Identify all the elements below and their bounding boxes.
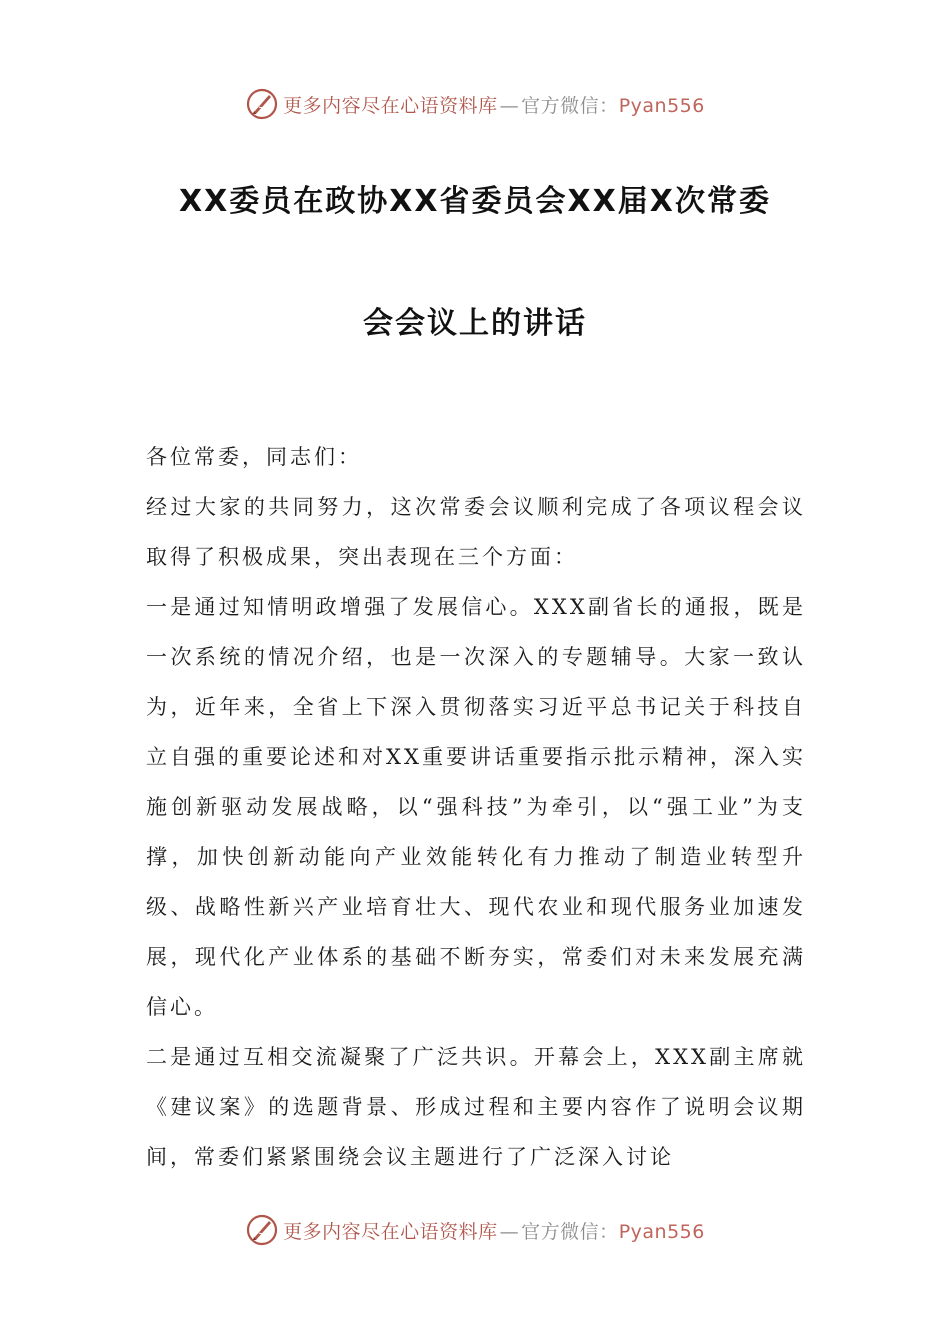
watermark-separator: — xyxy=(499,1220,520,1243)
watermark-wechat-id: Pyan556 xyxy=(618,94,705,117)
watermark-text xyxy=(283,91,705,118)
salutation: 各位常委，同志们： xyxy=(146,445,362,469)
header-watermark xyxy=(0,84,950,124)
paragraph-intro: 经过大家的共同努力，这次常委会议顺利完成了各项议程会议取得了积极成果，突出表现在三个方面： xyxy=(146,495,806,569)
watermark-official-label: 官方微信： xyxy=(521,94,619,117)
watermark-separator: — xyxy=(499,94,520,117)
document-body xyxy=(146,432,806,1182)
quill-logo-icon xyxy=(245,87,279,121)
paragraph-point-two: 二是通过互相交流凝聚了广泛共识。开幕会上，XXX副主席就《建议案》的选题背景、形成过程和主要内容作了说明会议期间，常委们紧紧围绕会议主题进行了广泛深入讨论 xyxy=(146,1045,806,1169)
document-title-line-2: 会会议上的讲话 xyxy=(363,306,587,341)
document-title-line-1: XX委员在政协XX省委员会XX届X次常委 xyxy=(179,184,771,219)
watermark-text xyxy=(283,1217,705,1244)
watermark-brand: 更多内容尽在心语资料库 xyxy=(283,1220,498,1243)
watermark-wechat-id: Pyan556 xyxy=(618,1220,705,1243)
watermark-brand: 更多内容尽在心语资料库 xyxy=(283,94,498,117)
footer-watermark xyxy=(0,1210,950,1250)
paragraph-point-one: 一是通过知情明政增强了发展信心。XXX副省长的通报，既是一次系统的情况介绍，也是一次深入的专题辅导。大家一致认为，近年来，全省上下深入贯彻落实习近平总书记关于科技自立自强的重要论述和对XX重要讲话重要指示批示精神，深入实施创新驱动发展战略，以“强科技”为牵引，以“强工业”为支撑，加快创新动能向产业效能转化有力推动了制造业转型升级、战略性新兴产业培育壮大、现代农业和现代服务业加速发展，现代化产业体系的基础不断夯实，常委们对未来发展充满信心。 xyxy=(146,595,806,1019)
watermark-official-label: 官方微信： xyxy=(521,1220,619,1243)
quill-logo-icon xyxy=(245,1213,279,1247)
